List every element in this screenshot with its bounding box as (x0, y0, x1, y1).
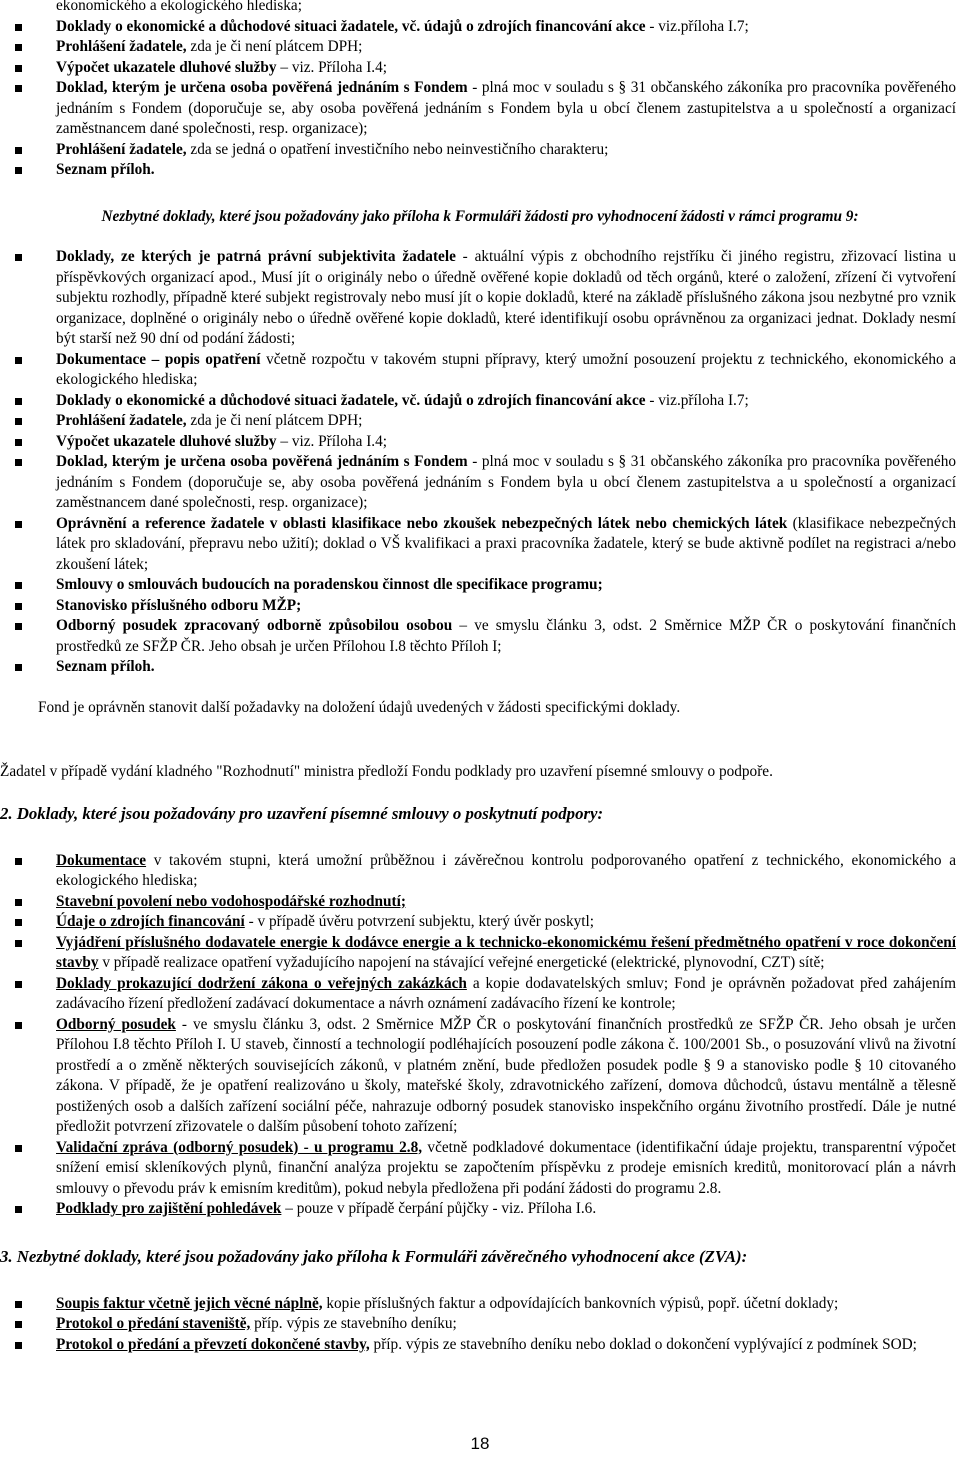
list-item-text: - plná moc v souladu s § 31 občanského zákoníka pro pracovníka pověřeného jednáním s Fondem (doporučuje se, aby osoba pověřená jednáním s Fondem byla u obcí členem zastupitelstva a u společností a organizací zaměstnancem dané společnosti, resp. organizace); (56, 453, 956, 511)
list-item-text: – viz. Příloha I.4; (276, 432, 388, 450)
list-item (0, 1294, 960, 1315)
list-item-text: – viz. Příloha I.4; (276, 58, 388, 76)
list-item (0, 1335, 960, 1356)
list-item (0, 140, 960, 161)
list-item-text: Prohlášení žadatele, (56, 412, 187, 429)
list-item-text: ekonomického a ekologického hlediska; (56, 0, 302, 14)
list-item (0, 411, 960, 432)
program9-list (0, 247, 960, 678)
list-item-text: - viz.příloha I.7; (645, 391, 749, 409)
list-item-text: Doklady prokazující dodržení zákona o veřejných zakázkách (56, 974, 467, 992)
list-item (0, 17, 960, 38)
list-item (0, 160, 960, 181)
list-item-text: Oprávnění a reference žadatele v oblasti klasifikace nebo zkoušek nebezpečných látek nebo chemických látek (56, 514, 788, 532)
list-item (0, 0, 960, 17)
list-item-text: Protokol o předání a převzetí dokončené stavby, (56, 1335, 370, 1353)
list-item (0, 616, 960, 657)
list-item-text: Podklady pro zajištění pohledávek (56, 1200, 282, 1217)
list-item (0, 247, 960, 350)
list-item (0, 1015, 960, 1138)
section2-heading: 2. Doklady, které jsou požadovány pro uzavření písemné smlouvy o poskytnutí podpory: (0, 803, 604, 823)
section3-list (0, 1294, 960, 1356)
list-item-text: Výpočet ukazatele dluhové služby (56, 432, 277, 450)
list-item (0, 1138, 960, 1200)
fond-note: Fond je oprávněn stanovit další požadavky na doložení údajů uvedených v žádosti specifickými doklady. (38, 698, 681, 716)
list-item-text: Doklad, kterým je určena osoba pověřená jednáním s Fondem (56, 79, 468, 96)
list-item-text: Smlouvy o smlouvách budoucích na poradenskou činnost dle specifikace programu; (56, 576, 603, 593)
list-item-text: Údaje o zdrojích financování (56, 913, 245, 930)
list-item-text: příp. výpis ze stavebního deníku nebo doklad o dokončení vyplývající z podmínek SOD; (369, 1335, 917, 1353)
list-item (0, 78, 960, 140)
list-item-text: zda je či není plátcem DPH; (186, 38, 363, 55)
list-item-text: Doklady o ekonomické a důchodové situaci žadatele, vč. údajů o zdrojích financování akce (56, 391, 646, 409)
list-item (0, 575, 960, 596)
list-item-text: včetně podkladové dokumentace (identifikační údaje projektu, transparentní výpočet snížení emisí skleníkových plynů, finanční analýza projektu se započtením příspěvku z prodeje emisních kreditů, monitorovací plán a návrh smlouvy o převodu práv k emisním kreditům), pokud nebyla předložena při podání žádosti do programu 2.8. (56, 1138, 957, 1197)
list-item (0, 58, 960, 79)
list-item-text: - ve smyslu článku 3, odst. 2 Směrnice MŽP ČR o poskytování finančních prostředků ze SFŽP ČR. Jeho obsah je určen Přílohou I.8 těchto Příloh I. U staveb, činností a technologií podléhajících posouzení podle zákona č. 100/2001 Sb., o posuzování vlivů na životní prostředí a o změně některých souvisejících zákonů, v platném znění, bude předložen posudek podle § 9 a stanovisko podle § 10 citovaného zákona. V případě, že je opatření realizováno u školy, mateřské školy, zdravotnického zařízení, domova důchodců, ústavu mentálně a tělesně postižených osob a dalších zařízení sociální péče, nahrazuje odborný posudek stanovisko inspekčního orgánu životního prostředí. Dále je nutné předložit potvrzení zřizovatele o dalším působení tohoto zařízení; (56, 1015, 956, 1135)
list-item-text: (klasifikace nebezpečných látek pro skladování, přepravu nebo užití); doklad o VŠ kvalifikaci a praxi pracovníka žadatele, který se bude aktivně podílet na registraci a/nebo zkoušení látek; (56, 514, 957, 573)
list-item-text: Výpočet ukazatele dluhové služby (56, 58, 277, 76)
list-item (0, 892, 960, 913)
list-item-text: Dokumentace – popis opatření (56, 350, 261, 368)
list-item-text: a kopie dodavatelských smluv; Fond je oprávněn požadovat před zahájením zadávacího řízení předložení zadávací dokumentace a návrh oznámení zadávacího řízení ke kontrole; (56, 974, 956, 1012)
list-item (0, 432, 960, 453)
list-item (0, 933, 960, 974)
list-item (0, 452, 960, 514)
list-item-text: kopie příslušných faktur a odpovídajících bankovních výpisů, popř. účetní doklady; (322, 1294, 839, 1312)
list-item-text: Dokumentace (56, 851, 147, 869)
list-item-text: Stanovisko příslušného odboru MŽP; (56, 596, 302, 614)
list-item (0, 350, 960, 391)
list-item (0, 514, 960, 576)
list-item-text: Odborný posudek (56, 1015, 176, 1033)
list-item-text: - plná moc v souladu s § 31 občanského zákoníka pro pracovníka pověřeného jednáním s Fondem (doporučuje se, aby osoba pověřená jednáním s Fondem byla u obcí členem zastupitelstva a u společností a organizací zaměstnancem dané společnosti, resp. organizace); (56, 79, 956, 137)
list-item-text: Vyjádření příslušného dodavatele energie k dodávce energie a k technicko-ekonomickému řešení předmětného opatření v roce dokončení stavby (56, 933, 956, 971)
list-item-text: - aktuální výpis z obchodního rejstříku či jiného registru, zřizovací listina u příspěvkových organizací apod., Musí jít o originály nebo o úředně ověřené kopie dokladů od těch orgánů, které o založení, zřízení či vytvoření subjektu rozhodly, případně které subjekt registrovaly nebo musí jít o kopie dokladů, které na základě příslušného zákona jsou nezbytné pro vznik organizace, doplněné o originály nebo o úředně ověřené kopie dokladů, které identifikují osobu oprávněnou za organizaci jednat. Doklady nesmí být starší než 90 dní od podání žádosti; (56, 248, 956, 347)
list-item-text: Stavební povolení nebo vodohospodářské rozhodnutí; (56, 892, 406, 910)
list-item-text: Seznam příloh. (56, 161, 155, 178)
zadatel-note: Žadatel v případě vydání kladného "Rozhodnutí" ministra předloží Fondu podklady pro uzavření písemné smlouvy o podpoře. (0, 763, 773, 780)
section2-list (0, 851, 960, 1220)
list-item-text: Validační zpráva (odborný posudek) - u programu 2.8, (56, 1138, 423, 1156)
list-item-text: Seznam příloh. (56, 658, 155, 675)
list-item-text: v případě realizace opatření vyžadujícího napojení na stávající veřejné energetické (elektrické, plynovodní, CZT) sítě; (98, 954, 825, 971)
page-number: 18 (470, 1434, 490, 1453)
list-item-text: Odborný posudek zpracovaný odborně způsobilou osobou (56, 617, 453, 634)
program9-heading: Nezbytné doklady, které jsou požadovány jako příloha k Formuláři žádosti pro vyhodnocení žádosti v rámci programu 9: (101, 207, 859, 225)
list-item-text: v takovém stupni, která umožní průběžnou i závěrečnou kontrolu podporovaného opatření z technického, ekonomického a ekologického hlediska; (56, 851, 956, 889)
list-item-text: včetně rozpočtu v takovém stupni přípravy, který umožní posouzení projektu z technického, ekonomického a ekologického hlediska; (56, 350, 956, 388)
list-item (0, 1199, 960, 1220)
list-item (0, 37, 960, 58)
list-item-text: Doklad, kterým je určena osoba pověřená jednáním s Fondem (56, 453, 468, 470)
list-item-text: Protokol o předání staveniště, (56, 1315, 251, 1332)
list-item-text: – ve smyslu článku 3, odst. 2 Směrnice MŽP ČR o poskytování finančních prostředků ze SFŽP ČR. Jeho obsah je určen Přílohou I.8 těchto Příloh I; (56, 617, 956, 655)
list-item-text: Prohlášení žadatele, (56, 140, 187, 158)
list-item-text: Prohlášení žadatele, (56, 38, 187, 55)
list-item (0, 1314, 960, 1335)
section3-heading: 3. Nezbytné doklady, které jsou požadovány jako příloha k Formuláři závěrečného vyhodnocení akce (ZVA): (0, 1246, 748, 1266)
list-item-text: příp. výpis ze stavebního deníku; (250, 1315, 457, 1332)
list-item (0, 912, 960, 933)
list-item-text: Doklady, ze kterých je patrná právní subjektivita žadatele (56, 248, 456, 265)
list-item-text: zda je či není plátcem DPH; (186, 412, 363, 429)
list-item (0, 657, 960, 678)
list-item-text: – pouze v případě čerpání půjčky - viz. Příloha I.6. (281, 1200, 597, 1217)
list-item-text: - viz.příloha I.7; (645, 17, 749, 35)
top-list (0, 0, 960, 181)
list-item-text: - v případě úvěru potvrzení subjektu, který úvěr poskytl; (244, 913, 595, 930)
list-item (0, 596, 960, 617)
list-item (0, 851, 960, 892)
list-item-text: Doklady o ekonomické a důchodové situaci žadatele, vč. údajů o zdrojích financování akce (56, 17, 646, 35)
list-item (0, 974, 960, 1015)
list-item-text: zda se jedná o opatření investičního nebo neinvestičního charakteru; (186, 140, 609, 158)
list-item (0, 391, 960, 412)
list-item-text: Soupis faktur včetně jejich věcné náplně, (56, 1294, 323, 1312)
